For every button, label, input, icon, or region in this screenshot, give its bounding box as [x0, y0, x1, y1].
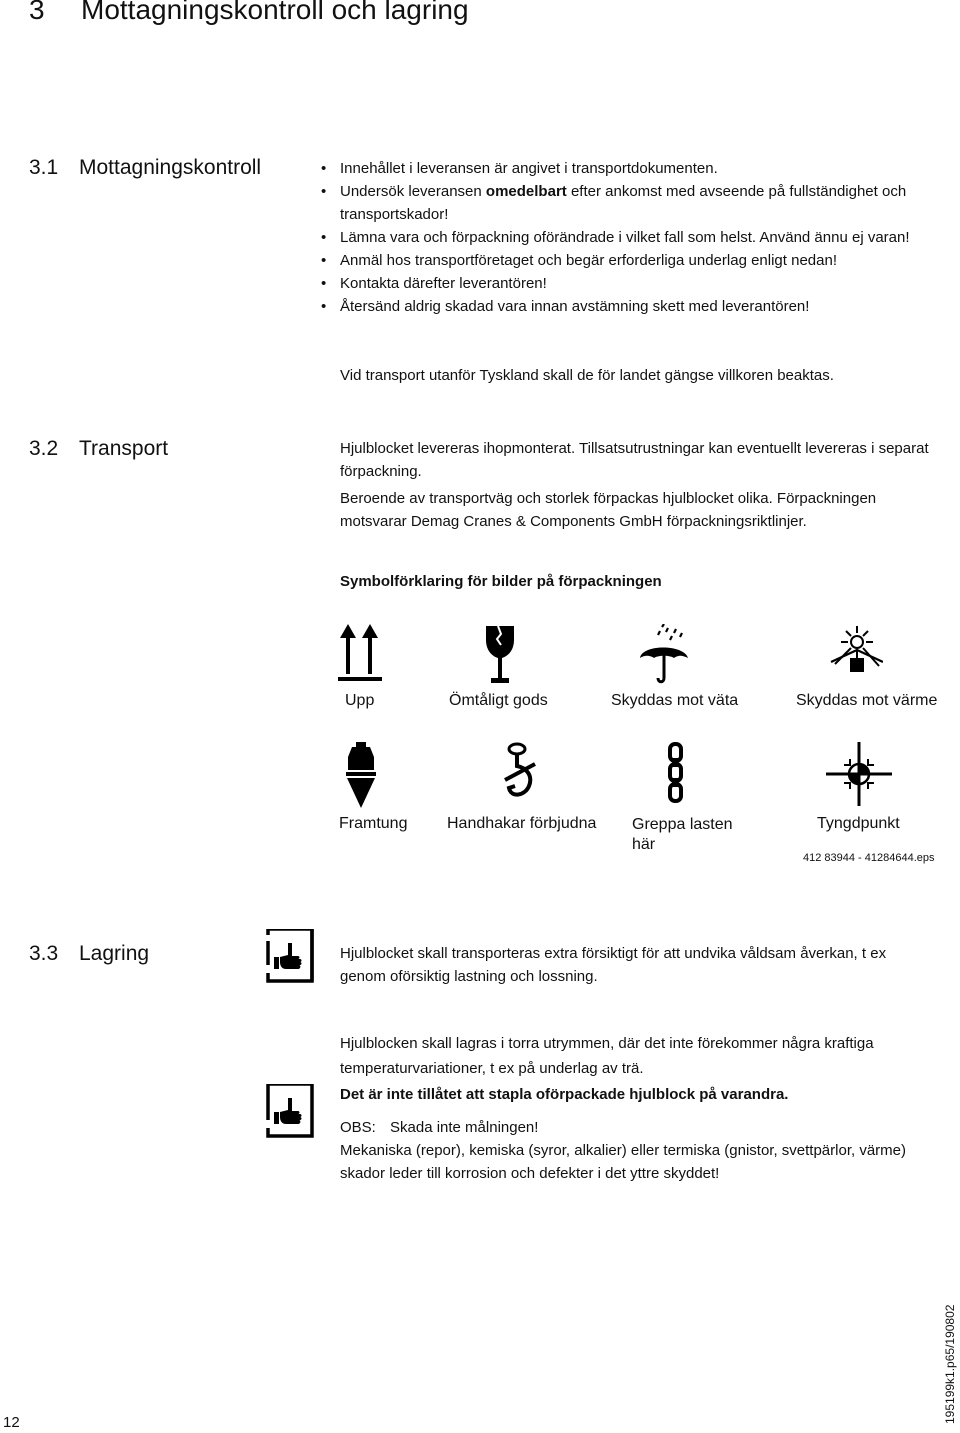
emphasis: omedelbart [485, 183, 567, 200]
section-number: 3.2 [29, 437, 59, 460]
symbol-label-fragile: Ömtåligt gods [449, 692, 548, 709]
umbrella-rain-icon [638, 624, 690, 686]
paragraph: Mekaniska (repor), kemiska (syror, alkalier) eller termiska (gnistor, svettpärlor, värme) skador leder till korrosion och defekter i det yttre skyddet! [340, 1142, 906, 1182]
symbols-heading: Symbolförklaring för bilder på förpackningen [340, 573, 662, 590]
fragile-glass-icon [484, 626, 516, 686]
list-item: • Anmäl hos transportföretaget och begär erforderliga underlag enligt nedan! [320, 249, 930, 272]
symbol-label-up: Upp [345, 692, 375, 709]
section-3-2-body [340, 437, 930, 533]
this-way-up-icon [338, 622, 384, 684]
page-number: 12 [3, 1414, 20, 1431]
paragraph: Hjulblocket levereras ihopmonterat. Tillsatsutrustningar kan eventuellt levereras i separat förpackning. [340, 440, 929, 480]
obs-line [340, 1116, 940, 1139]
weight-top-heavy-icon [344, 742, 378, 810]
symbol-label-keep-dry: Skyddas mot väta [611, 692, 739, 709]
receiving-checklist [320, 157, 930, 318]
paragraph: Beroende av transportväg och storlek förpackas hjulblocket olika. Förpackningen motsvarar Demag Cranes & Components GmbH förpackningsriktlinjer. [340, 490, 877, 530]
paint-damage-note [340, 1116, 940, 1185]
section-heading-3-1 [29, 156, 261, 180]
pointing-hand-note-icon [262, 929, 318, 987]
no-stacking-warning: Det är inte tillåtet att stapla oförpackade hjulblock på varandra. [340, 1086, 789, 1103]
section-number: 3.1 [29, 156, 59, 179]
sun-heat-icon [827, 624, 883, 676]
section-heading-3-2 [29, 437, 168, 461]
centre-of-gravity-icon [826, 742, 892, 806]
no-hooks-icon [499, 742, 539, 802]
symbol-label-grip-here: Greppa lasten här [632, 816, 733, 853]
symbol-label-no-hooks: Handhakar förbjudna [447, 815, 597, 832]
section-heading-3-3 [29, 942, 149, 966]
symbol-label-keep-cool: Skyddas mot värme [796, 692, 938, 709]
chapter-number: 3 [29, 0, 45, 25]
storage-conditions: Hjulblocken skall lagras i torra utrymmen, där det inte förekommer några kraftiga temperaturvariationer, t ex på underlag av trä. [340, 1035, 874, 1077]
list-item: • Återsänd aldrig skadad vara innan avstämning skett med leverantören! [320, 295, 930, 318]
obs-label: OBS: [340, 1119, 376, 1136]
storage-transport-caution: Hjulblocket skall transporteras extra försiktigt för att undvika våldsam åverkan, t ex genom oförsiktig lastning och lossning. [340, 945, 887, 985]
file-reference: 195199k1.p65/190802 [943, 1304, 957, 1424]
list-item: • Lämna vara och förpackning oförändrade i vilket fall som helst. Använd ännu ej varan! [320, 226, 930, 249]
chain-sling-icon [664, 742, 690, 804]
symbol-label-centre-of-gravity: Tyngdpunkt [817, 815, 900, 832]
symbol-label-top-heavy: Framtung [339, 815, 408, 832]
section-title: Mottagningskontroll [79, 156, 262, 179]
list-item: • Kontakta därefter leverantören! [320, 272, 930, 295]
figure-reference: 412 83944 - 41284644.eps [803, 852, 935, 864]
transport-abroad-note: Vid transport utanför Tyskland skall de för landet gängse villkoren beaktas. [340, 367, 834, 384]
list-item: • Undersök leveransen omedelbart efter ankomst med avseende på fullständighet och transportskador! [320, 180, 930, 226]
list-item: • Innehållet i leveransen är angivet i transportdokumenten. [320, 157, 930, 180]
section-title: Transport [79, 437, 169, 460]
section-number: 3.3 [29, 942, 59, 965]
chapter-title [29, 0, 469, 26]
pointing-hand-note-icon [262, 1084, 318, 1142]
chapter-title-text: Mottagningskontroll och lagring [81, 0, 469, 25]
section-title: Lagring [79, 942, 150, 965]
obs-text: Skada inte målningen! [390, 1119, 539, 1136]
section-3-1-body [320, 157, 930, 318]
